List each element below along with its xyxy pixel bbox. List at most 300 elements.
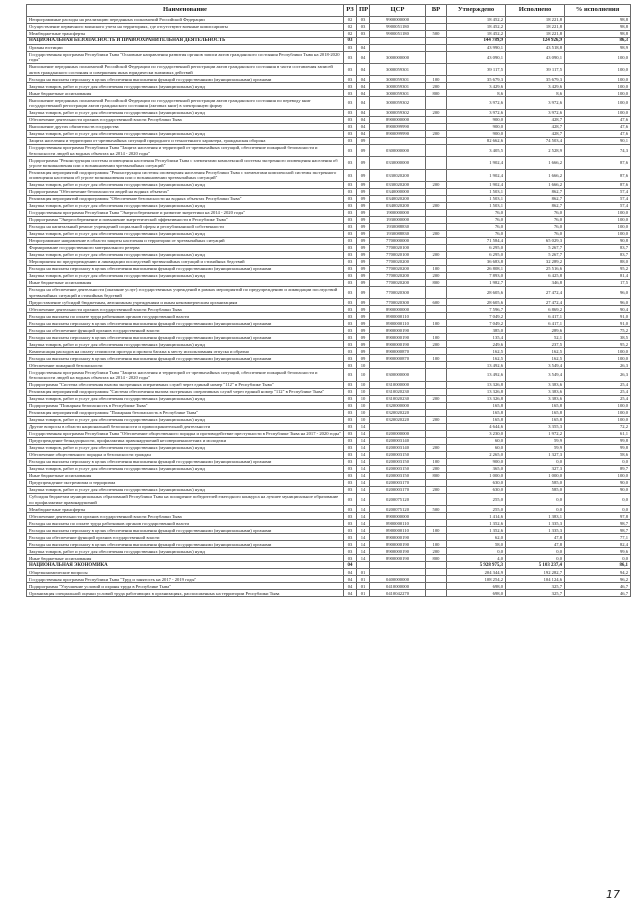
table-row [27,97,631,109]
percent-cell: 100,0 [565,217,631,224]
percent-cell: 87,6 [565,182,631,189]
table-row [27,130,631,137]
table-row [27,203,631,210]
table-row [27,341,631,348]
percent-cell: 100,0 [565,83,631,90]
pr-cell: 14 [357,527,370,534]
rz-cell: 04 [344,590,357,597]
executed-cell: 0,0 [506,548,565,555]
percent-cell: 90,0 [565,486,631,493]
executed-cell: 1 327,3 [506,451,565,458]
csr-cell: 8900000870 [370,355,426,362]
percent-cell: 90,1 [565,137,631,144]
vr-cell: 200 [426,182,447,189]
executed-cell: 43 518,8 [506,44,565,51]
table-row [27,369,631,381]
csr-cell: 8900000110 [370,520,426,527]
pr-cell: 14 [357,486,370,493]
csr-cell: 0200003140 [370,444,426,451]
name-cell: Обеспечение пожарной безопасности [27,362,344,369]
percent-cell: 26,3 [565,362,631,369]
executed-cell: 428,7 [506,130,565,137]
name-cell: Расходы на выплаты персоналу в целях обеспечения выполнения функций государственными (муниципальными) органами [27,320,344,327]
pr-cell: 04 [357,109,370,116]
table-row [27,259,631,266]
approved-cell: 3 972,6 [447,109,506,116]
table-row [27,137,631,144]
pr-cell: 04 [357,64,370,76]
name-cell: Выполнение переданных полномочий Российской Федерации по государственной регистрации актов гражданского состояния по переводу книг государственной регистрации актов гражданского состояния (актовых книг) в электронную форму [27,97,344,109]
vr-cell [426,123,447,130]
table-row [27,252,631,259]
vr-cell: 200 [426,109,447,116]
pr-cell: 09 [357,182,370,189]
rz-cell: 03 [344,465,357,472]
csr-cell: 0320020220 [370,416,426,423]
pr-cell: 09 [357,299,370,306]
name-cell: Государственная программа Республики Тыва "Основные направления развития органов записи актов гражданского состояния Республики Тыва на 2018-2020 годы" [27,51,344,63]
rz-cell: 03 [344,259,357,266]
table-row [27,37,631,44]
approved-cell: 13 326,8 [447,395,506,402]
header-name: Наименование [27,5,344,17]
vr-cell: 200 [426,341,447,348]
csr-cell: 8900099990 [370,130,426,137]
approved-cell: 162,5 [447,348,506,355]
rz-cell: 03 [344,90,357,97]
pr-cell: 09 [357,327,370,334]
pr-cell: 04 [357,97,370,109]
rz-cell: 03 [344,83,357,90]
rz-cell: 03 [344,493,357,505]
approved-cell: 76,0 [447,210,506,217]
approved-cell: 165,8 [447,402,506,409]
name-cell: Иные бюджетные ассигнования [27,280,344,287]
pr-cell: 09 [357,355,370,362]
approved-cell: 60,0 [447,437,506,444]
approved-cell: 2 265,0 [447,451,506,458]
csr-cell: 8900000190 [370,541,426,548]
pr-cell: 09 [357,203,370,210]
executed-cell: 6 425,8 [506,273,565,280]
name-cell: Расходы на выплаты персоналу в целях обеспечения выполнения функций государственными (муниципальными) органами [27,527,344,534]
name-cell: Государственная программа Республики Тыва "Защита населения и территорий от чрезвычайных ситуаций, обеспечение пожарной безопасности и безопасности людей на водных объектах на 2014 - 2020 годы" [27,369,344,381]
executed-cell: 76,0 [506,224,565,231]
percent-cell: 91,0 [565,313,631,320]
csr-cell: 0300000000 [370,369,426,381]
vr-cell [426,224,447,231]
table-row [27,527,631,534]
csr-cell: 3000059301 [370,90,426,97]
vr-cell [426,409,447,416]
csr-cell: 8900000110 [370,320,426,327]
vr-cell: 200 [426,130,447,137]
name-cell: Подпрограмма "Энергосбережение и повышение энергетической эффективности в Республике Тыва" [27,217,344,224]
csr-cell: 0200003140 [370,437,426,444]
vr-cell [426,287,447,299]
header-executed: Исполнено [506,5,565,17]
approved-cell: 13 492,6 [447,362,506,369]
approved-cell: 3 972,6 [447,97,506,109]
rz-cell: 02 [344,23,357,30]
rz-cell: 03 [344,196,357,203]
csr-cell: 3000000000 [370,51,426,63]
rz-cell: 03 [344,341,357,348]
csr-cell: 0200075120 [370,493,426,505]
table-row [27,569,631,576]
csr-cell: 3000059302 [370,97,426,109]
table-row [27,217,631,224]
rz-cell: 03 [344,402,357,409]
name-cell: Иные бюджетные ассигнования [27,90,344,97]
approved-cell: 7 049,2 [447,313,506,320]
rz-cell: 03 [344,97,357,109]
vr-cell: 200 [426,395,447,402]
rz-cell: 03 [344,252,357,259]
csr-cell: 9900000000 [370,16,426,23]
percent-cell: 100,0 [565,210,631,217]
executed-cell: 65 029,3 [506,238,565,245]
rz-cell: 03 [344,541,357,548]
approved-cell: 165,8 [447,416,506,423]
rz-cell: 03 [344,320,357,327]
csr-cell [370,562,426,569]
percent-cell: 86,1 [565,562,631,569]
vr-cell [426,259,447,266]
pr-cell: 09 [357,280,370,287]
table-row [27,355,631,362]
rz-cell: 03 [344,451,357,458]
approved-cell: 900,0 [447,130,506,137]
name-cell: Расходы на выплаты персоналу в целях обеспечения выполнения функций государственными (муниципальными) органами [27,355,344,362]
pr-cell: 09 [357,157,370,169]
approved-cell: 1 902,4 [447,169,506,181]
executed-cell: 25 516,6 [506,266,565,273]
pr-cell: 14 [357,472,370,479]
approved-cell: 71 584,4 [447,238,506,245]
table-row [27,534,631,541]
approved-cell: 365,0 [447,465,506,472]
executed-cell: 165,8 [506,402,565,409]
table-row [27,273,631,280]
executed-cell: 862,7 [506,203,565,210]
rz-cell: 03 [344,123,357,130]
percent-cell: 17,5 [565,280,631,287]
table-row [27,409,631,416]
rz-cell: 03 [344,430,357,437]
executed-cell: 47,8 [506,534,565,541]
pr-cell: 09 [357,189,370,196]
header-csr: ЦСР [370,5,426,17]
csr-cell: 8900000000 [370,116,426,123]
vr-cell: 200 [426,252,447,259]
vr-cell [426,23,447,30]
name-cell: Мероприятия по предупреждению и ликвидации последствий чрезвычайных ситуаций и стихийных бедствий [27,259,344,266]
csr-cell: 1930088830 [370,224,426,231]
csr-cell: 0200003170 [370,486,426,493]
table-row [27,224,631,231]
pr-cell: 09 [357,144,370,156]
budget-sheet [26,4,630,597]
csr-cell: 0300000000 [370,144,426,156]
executed-cell: 1 335,3 [506,520,565,527]
executed-cell: 27 472,4 [506,299,565,306]
pr-cell: 01 [357,583,370,590]
percent-cell: 98,8 [565,30,631,37]
vr-cell: 200 [426,486,447,493]
vr-cell [426,64,447,76]
percent-cell: 97,8 [565,513,631,520]
pr-cell: 14 [357,451,370,458]
header-rz: РЗ [344,5,357,17]
name-cell: Подпрограмма "Улучшение условий и охраны труда в Республике Тыва" [27,583,344,590]
name-cell: Государственная программа Республики Тыва "Обеспечение общественного порядка и противодействие преступности в Республике Тыва на 2017 - 2020 годы" [27,430,344,437]
percent-cell: 91,0 [565,320,631,327]
vr-cell: 200 [426,416,447,423]
percent-cell: 96,0 [565,299,631,306]
rz-cell: 03 [344,395,357,402]
rz-cell: 03 [344,416,357,423]
pr-cell: 10 [357,395,370,402]
percent-cell: 100,0 [565,76,631,83]
csr-cell: 0330020200 [370,182,426,189]
rz-cell: 03 [344,506,357,513]
approved-cell: 8,6 [447,90,506,97]
name-cell: Другие вопросы в области национальной безопасности и правоохранительной деятельности [27,423,344,430]
vr-cell: 100 [426,334,447,341]
name-cell: Закупка товаров, работ и услуг для обеспечения государственных (муниципальных) нужд [27,341,344,348]
executed-cell: 3 383,6 [506,388,565,395]
rz-cell: 04 [344,569,357,576]
approved-cell: 630,0 [447,486,506,493]
table-row [27,313,631,320]
vr-cell [426,97,447,109]
name-cell: Государственная программа Республики Тыва "Защита населения и территорий от чрезвычайных ситуаций, обеспечение пожарной безопасности и безопасности людей на водных объектах на 2014 - 2020 годы" [27,144,344,156]
percent-cell: 75,2 [565,327,631,334]
pr-cell: 09 [357,306,370,313]
rz-cell: 03 [344,224,357,231]
executed-cell: 428,7 [506,123,565,130]
rz-cell: 03 [344,37,357,44]
pr-cell: 09 [357,273,370,280]
approved-cell: 28 605,6 [447,287,506,299]
table-row [27,506,631,513]
pr-cell: 04 [357,83,370,90]
vr-cell [426,157,447,169]
table-row [27,437,631,444]
pr-cell: 14 [357,555,370,562]
name-cell: Выполнение переданных полномочий Российской Федерации по государственной регистрации актов гражданского состояния в части составления записей актов гражданского состояния и совершения иных юридически значимых действий [27,64,344,76]
vr-cell [426,569,447,576]
name-cell: Расходы на выплаты по оплате труда работников органов государственной власти [27,313,344,320]
table-row [27,44,631,51]
percent-cell: 90,0 [565,479,631,486]
name-cell: Организация специальной оценки условий труда работающих в организациях, расположенных на территории Республики Тыва [27,590,344,597]
table-row [27,451,631,458]
executed-cell: 5 267,7 [506,252,565,259]
name-cell: Непрограммные расходы на реализацию переданных полномочий Российской Федерации [27,16,344,23]
approved-cell: 1 000,0 [447,472,506,479]
header-approved: Утверждено [447,5,506,17]
percent-cell: 38,5 [565,334,631,341]
csr-cell [370,44,426,51]
approved-cell: 1 902,4 [447,182,506,189]
executed-cell: 3 549,4 [506,362,565,369]
pr-cell: 09 [357,217,370,224]
pr-cell: 03 [357,16,370,23]
table-row [27,541,631,548]
vr-cell [426,479,447,486]
vr-cell [426,238,447,245]
percent-cell: 58,6 [565,451,631,458]
csr-cell: 3000059301 [370,83,426,90]
name-cell: Выполнение других обязательств государства [27,123,344,130]
pr-cell: 10 [357,388,370,395]
name-cell: НАЦИОНАЛЬНАЯ ЭКОНОМИКА [27,562,344,569]
name-cell: Реализация мероприятий подпрограммы "Обеспечение безопасности на водных объектах Республики Тыва" [27,196,344,203]
table-row [27,109,631,116]
vr-cell: 100 [426,76,447,83]
approved-cell: 13 326,8 [447,381,506,388]
percent-cell: 100,0 [565,355,631,362]
approved-cell: 1 352,6 [447,527,506,534]
executed-cell: 5 267,7 [506,245,565,252]
executed-cell: 0,0 [506,493,565,505]
vr-cell [426,196,447,203]
approved-cell: 249,6 [447,341,506,348]
pr-cell: 10 [357,402,370,409]
csr-cell: 0410042270 [370,590,426,597]
table-row [27,23,631,30]
rz-cell: 03 [344,238,357,245]
pr-cell: 04 [357,51,370,63]
name-cell: Формирование государственного материального резерва [27,245,344,252]
pr-cell: 14 [357,493,370,505]
table-row [27,169,631,181]
approved-cell: 255,0 [447,506,506,513]
pr-cell: 09 [357,224,370,231]
table-row [27,430,631,437]
approved-cell: 13 326,8 [447,388,506,395]
pr-cell: 14 [357,465,370,472]
csr-cell [370,362,426,369]
approved-cell: 82 662,6 [447,137,506,144]
rz-cell: 03 [344,182,357,189]
vr-cell: 500 [426,30,447,37]
table-row [27,583,631,590]
rz-cell: 03 [344,266,357,273]
rz-cell: 03 [344,169,357,181]
executed-cell: 35 679,3 [506,76,565,83]
csr-cell: 7700020100 [370,245,426,252]
executed-cell: 59,9 [506,444,565,451]
name-cell: Расходы на обеспечение функций органов государственной власти [27,534,344,541]
name-cell: Реализация мероприятий подпрограммы "Пожарная безопасность в Республике Тыва" [27,409,344,416]
csr-cell: 0320020220 [370,409,426,416]
percent-cell: 94,2 [565,569,631,576]
name-cell: Закупка товаров, работ и услуг для обеспечения государственных (муниципальных) нужд [27,486,344,493]
header-pr: ПР [357,5,370,17]
percent-cell: 87,6 [565,169,631,181]
table-row [27,76,631,83]
header-vr: ВР [426,5,447,17]
rz-cell: 04 [344,562,357,569]
percent-cell: 100,0 [565,64,631,76]
table-row [27,402,631,409]
approved-cell: 3 429,6 [447,83,506,90]
name-cell: Расходы на обеспечение функций органов государственной власти [27,327,344,334]
pr-cell: 09 [357,169,370,181]
percent-cell: 95,2 [565,266,631,273]
csr-cell: 8900000870 [370,348,426,355]
percent-cell: 82,4 [565,541,631,548]
executed-cell: 18 221,8 [506,30,565,37]
vr-cell: 800 [426,280,447,287]
rz-cell: 03 [344,76,357,83]
approved-cell: 4 644,6 [447,423,506,430]
vr-cell [426,362,447,369]
name-cell: Непрограммное направление в области защиты населения и территории от чрезвычайных ситуаций [27,238,344,245]
executed-cell: 3 972,6 [506,97,565,109]
executed-cell: 3 549,4 [506,369,565,381]
name-cell: Обеспечение деятельности органов государственной власти Республики Тыва [27,116,344,123]
name-cell: Предупреждение экстремизма и терроризма [27,479,344,486]
csr-cell: 8900000190 [370,327,426,334]
name-cell: Подпрограмма "Реконструкция системы оповещения населения Республики Тыва с элементами комплексной системы экстренного оповещения населения об угрозе возникновения или о возникновении чрезвычайных ситуаций" [27,157,344,169]
executed-cell: 428,7 [506,116,565,123]
approved-cell: 6 295,0 [447,252,506,259]
rz-cell: 03 [344,130,357,137]
vr-cell: 800 [426,555,447,562]
table-row [27,388,631,395]
table-row [27,555,631,562]
csr-cell: 0330000000 [370,157,426,169]
pr-cell: 14 [357,430,370,437]
pr-cell: 14 [357,506,370,513]
table-row [27,395,631,402]
csr-cell: 0310020230 [370,395,426,402]
table-row [27,123,631,130]
approved-cell: 43 990,1 [447,44,506,51]
csr-cell: 0200003150 [370,472,426,479]
percent-cell: 72,2 [565,423,631,430]
rz-cell: 02 [344,16,357,23]
approved-cell: 900,0 [447,123,506,130]
percent-cell: 98,7 [565,527,631,534]
name-cell: Закупка товаров, работ и услуг для обеспечения государственных (муниципальных) нужд [27,548,344,555]
percent-cell: 0,0 [565,493,631,505]
name-cell: Защита населения и территории от чрезвычайных ситуаций природного и техногенного характера, гражданская оборона [27,137,344,144]
csr-cell: 7700020200 [370,273,426,280]
percent-cell: 89,7 [565,465,631,472]
table-row [27,116,631,123]
approved-cell: 7 596,7 [447,306,506,313]
approved-cell: 26 808,1 [447,266,506,273]
percent-cell: 47,6 [565,123,631,130]
table-row [27,51,631,63]
vr-cell [426,217,447,224]
pr-cell: 09 [357,238,370,245]
table-row [27,479,631,486]
page-number: 17 [606,888,620,901]
pr-cell: 09 [357,266,370,273]
vr-cell [426,381,447,388]
percent-cell: 25,4 [565,388,631,395]
rz-cell: 03 [344,437,357,444]
name-cell: Закупка товаров, работ и услуг для обеспечения государственных (муниципальных) нужд [27,273,344,280]
table-row [27,320,631,327]
rz-cell: 03 [344,137,357,144]
